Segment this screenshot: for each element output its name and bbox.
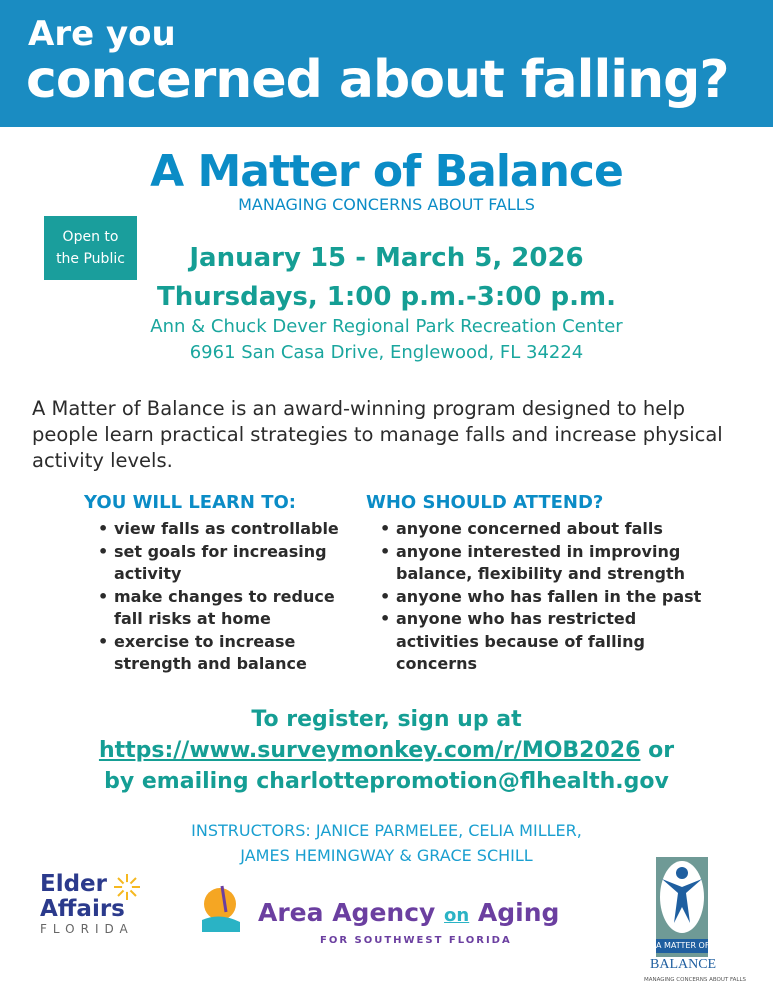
matter-of-balance-logo [644, 857, 764, 983]
florida-text: FLORIDA [40, 922, 134, 936]
event-dates: January 15 - March 5, 2026 [189, 243, 584, 273]
mob-text-1: A MATTER OF [656, 939, 708, 953]
header-banner [0, 0, 773, 127]
header-line2: concerned about falling? [26, 50, 729, 110]
badge-line2: the Public [56, 251, 125, 267]
instructors-line2: JAMES HEMINGWAY & GRACE SCHILL [240, 846, 533, 865]
learn-list [92, 518, 342, 676]
list-item: • set goals for increasing activity [92, 541, 342, 586]
attend-list [374, 518, 704, 676]
elder-text: Elder [40, 871, 108, 897]
aaa-text-on: on [444, 905, 470, 926]
sun-icon [112, 872, 142, 902]
list-item: • exercise to increase strength and balance [92, 631, 342, 676]
aaa-text-b: Aging [469, 898, 560, 927]
list-item: • view falls as controllable [92, 518, 342, 541]
location-address: 6961 San Casa Drive, Englewood, FL 34224 [189, 342, 584, 363]
attend-heading: WHO SHOULD ATTEND? [366, 492, 604, 513]
program-title: A Matter of Balance [150, 146, 623, 197]
aaa-subtext: FOR SOUTHWEST FLORIDA [320, 935, 512, 946]
aaa-text-a: Area Agency [258, 898, 445, 927]
location-name: Ann & Chuck Dever Regional Park Recreation Center [150, 316, 623, 337]
sun-palm-icon [200, 882, 240, 932]
figure-icon [656, 857, 708, 935]
learn-heading: YOU WILL LEARN TO: [84, 492, 297, 513]
list-item: • anyone interested in improving balance, flexibility and strength [374, 541, 704, 586]
program-subtitle: MANAGING CONCERNS ABOUT FALLS [238, 195, 535, 214]
list-item: • anyone who has restricted activities because of falling concerns [374, 608, 704, 676]
event-time: Thursdays, 1:00 p.m.-3:00 p.m. [157, 282, 616, 312]
mob-text-3: MANAGING CONCERNS ABOUT FALLS [644, 977, 747, 983]
list-item: • anyone concerned about falls [374, 518, 704, 541]
register-line1: To register, sign up at [251, 707, 522, 732]
affairs-text: Affairs [40, 896, 125, 922]
elder-affairs-logo [40, 872, 150, 936]
mob-text-2: BALANCE [650, 957, 717, 972]
register-link[interactable]: https://www.surveymonkey.com/r/MOB2026 [98, 738, 641, 763]
list-item: • make changes to reduce fall risks at home [92, 586, 342, 631]
header-line1: Are you [28, 14, 176, 54]
description: A Matter of Balance is an award-winning program designed to help people learn practical strategies to manage falls and increase physical activity levels. [32, 397, 723, 472]
register-or: or [640, 738, 675, 763]
list-item: • anyone who has fallen in the past [374, 586, 704, 609]
register-email: by emailing charlottepromotion@flhealth.gov [104, 769, 669, 794]
register-info [0, 704, 773, 797]
badge-line1: Open to [62, 229, 119, 245]
instructors-line1: INSTRUCTORS: JANICE PARMELEE, CELIA MILLER, [191, 821, 582, 840]
